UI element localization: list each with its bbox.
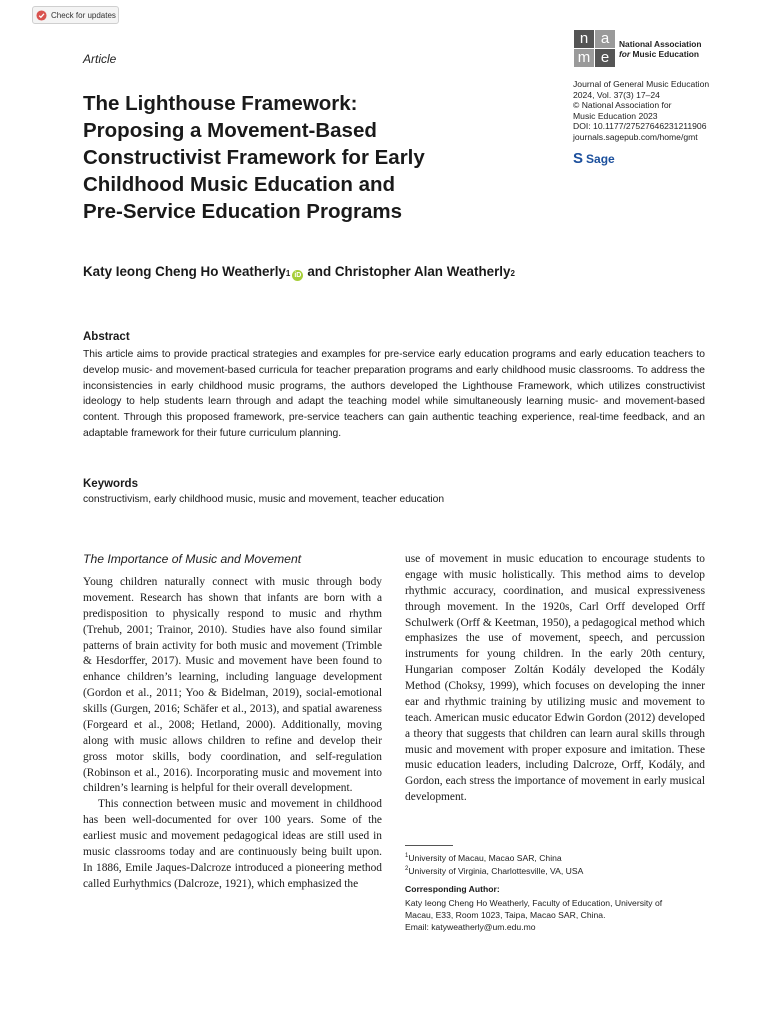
- logo-line2: [619, 49, 702, 59]
- orcid-icon[interactable]: iD: [294, 272, 302, 279]
- affiliation-text: University of Virginia, Charlottesville, VA, USA: [408, 865, 584, 876]
- sage-logo: [573, 150, 615, 167]
- nafme-logo: [574, 30, 702, 67]
- logo-letter: a: [595, 30, 615, 48]
- corresponding-line: Macau, E33, Room 1023, Taipa, Macao SAR, China.: [405, 910, 606, 920]
- affiliation-marker: 1: [285, 269, 291, 278]
- sage-logo-icon: S: [573, 150, 584, 167]
- author-name[interactable]: and Christopher Alan Weatherly: [307, 264, 511, 279]
- logo-letter: e: [595, 49, 615, 67]
- author-line: [83, 264, 515, 280]
- copyright-line: © National Association for: [573, 100, 672, 111]
- nafme-logo-mark: [574, 30, 615, 67]
- journal-volume: 2024, Vol. 37(3) 17–24: [573, 89, 660, 100]
- abstract-heading: Abstract: [83, 331, 130, 343]
- journal-info: [573, 79, 709, 143]
- corresponding-email-link[interactable]: Email: katyweatherly@um.edu.mo: [405, 922, 536, 932]
- title-line: Pre-Service Education Programs: [83, 200, 403, 223]
- article-title: [83, 90, 513, 225]
- logo-line2-prefix: for: [619, 48, 631, 59]
- abstract-text: This article aims to provide practical strategies and examples for pre-service early education programs and early education teachers to develop music- and movement-based curricula for teacher preparation programs and early childhood music classrooms. To address the inconsistencies in early childhood music programs, the authors developed the Lighthouse Framework, which utilizes constructivist ideology to help students learn through and adapt the teaching model while simultaneously learning music- and movement-based content. Through this proposed framework, pre-service teachers can gain authentic teaching experience, real-time feedback, and an adaptable framework for their future curriculum planning.: [83, 349, 705, 439]
- corresponding-author-details: [405, 897, 705, 933]
- body-paragraph: Young children naturally connect with music through body movement. Research has shown that infants are born with a predisposition to physically respond to music and rhythm (Trehub, 2001; Trainor, 2010). Studies have also found similar patterns of brain activity for both music and movement (Trimble & Hesdorffer, 2017). Music and movement have been found to enhance children’s learning, including language development (Gordon et al., 2011; Yoo & Bidelman, 2019), social-emotional skills (Gurgen, 2016; Schäfer et al., 2013), and spatial awareness (Forgeard et al., 2008; Hetland, 2000). Additionally, moving along with music allows children to refine and develop their gross motor skills, body coordination, and self-regulation (Robinson et al., 2016). Incorporating music and movement into children’s learning is helpful for their overall development.: [83, 576, 382, 795]
- keywords-text: constructivism, early childhood music, music and movement, teacher education: [83, 494, 445, 505]
- author-name[interactable]: Katy Ieong Cheng Ho Weatherly: [83, 264, 286, 279]
- check-updates-icon: [36, 10, 47, 21]
- affiliation-marker: 1: [405, 853, 409, 859]
- body-column-left: [83, 575, 382, 893]
- sage-wordmark: Sage: [586, 151, 615, 166]
- affiliation-2: [405, 863, 583, 877]
- journal-url-link[interactable]: journals.sagepub.com/home/gmt: [573, 131, 698, 142]
- affiliation-marker: 2: [510, 269, 515, 278]
- title-line: Childhood Music Education and: [83, 173, 396, 196]
- nafme-logo-text: [619, 39, 702, 59]
- doi-link[interactable]: DOI: 10.1177/27527646231211906: [573, 121, 707, 132]
- title-line: Proposing a Movement-Based: [83, 119, 377, 142]
- body-paragraph: This connection between music and movement in childhood has been well-documented for over 100 years. Some of the earliest music and movement pedagogical ideas are still used in music classrooms today and are continuously being built upon. In 1886, Emile Jaques-Dalcroze introduced a pioneering method called Eurhythmics (Dalcroze, 1921), which emphasized the: [83, 798, 382, 890]
- logo-letter: m: [574, 49, 594, 67]
- corresponding-author-heading: Corresponding Author:: [405, 884, 500, 894]
- check-for-updates-label: Check for updates: [51, 10, 116, 20]
- logo-letter: n: [574, 30, 594, 48]
- body-column-right: [405, 552, 705, 806]
- check-for-updates-button[interactable]: [32, 6, 119, 24]
- section-heading: The Importance of Music and Movement: [83, 552, 302, 566]
- title-line: The Lighthouse Framework:: [83, 92, 358, 115]
- title-line: Constructivist Framework for Early: [83, 146, 425, 169]
- copyright-line: Music Education 2023: [573, 110, 658, 121]
- body-paragraph: use of movement in music education to encourage students to engage with music holistically. This method aims to develop rhythmic accuracy, coordination, and musical expressiveness through movement. In the 1920s, Carl Orff developed Orff Schulwerk (Orff & Keetman, 1950), a pedagogical method which emphasizes the use of movement, speech, and percussion instruments for young children. In the early 20th century, Hungarian composer Zoltán Kodály developed the Kodály Method (Choksy, 1999), which focuses on developing the inner ear and rhythmic training by utilizing music and movement to teach. American music educator Edwin Gordon (2012) developed a theory that suggests that children can learn aural skills through music and movement with proper exposure and imitation. These music education leaders, including Dalcroze, Orff, Kodály, and Gordon, each stress the importance of movement in early musical development.: [405, 553, 705, 804]
- logo-line2-rest: Music Education: [632, 48, 700, 59]
- article-type-label: Article: [83, 52, 117, 66]
- affiliation-text: University of Macau, Macao SAR, China: [408, 852, 562, 863]
- journal-name: Journal of General Music Education: [573, 79, 710, 89]
- logo-line1: National Association: [619, 38, 702, 49]
- affiliation-marker: 2: [405, 866, 409, 872]
- footnote-divider: [405, 845, 453, 846]
- corresponding-line: Katy Ieong Cheng Ho Weatherly, Faculty of Education, University of: [405, 898, 663, 908]
- affiliation-1: [405, 850, 562, 864]
- keywords-heading: Keywords: [83, 478, 138, 490]
